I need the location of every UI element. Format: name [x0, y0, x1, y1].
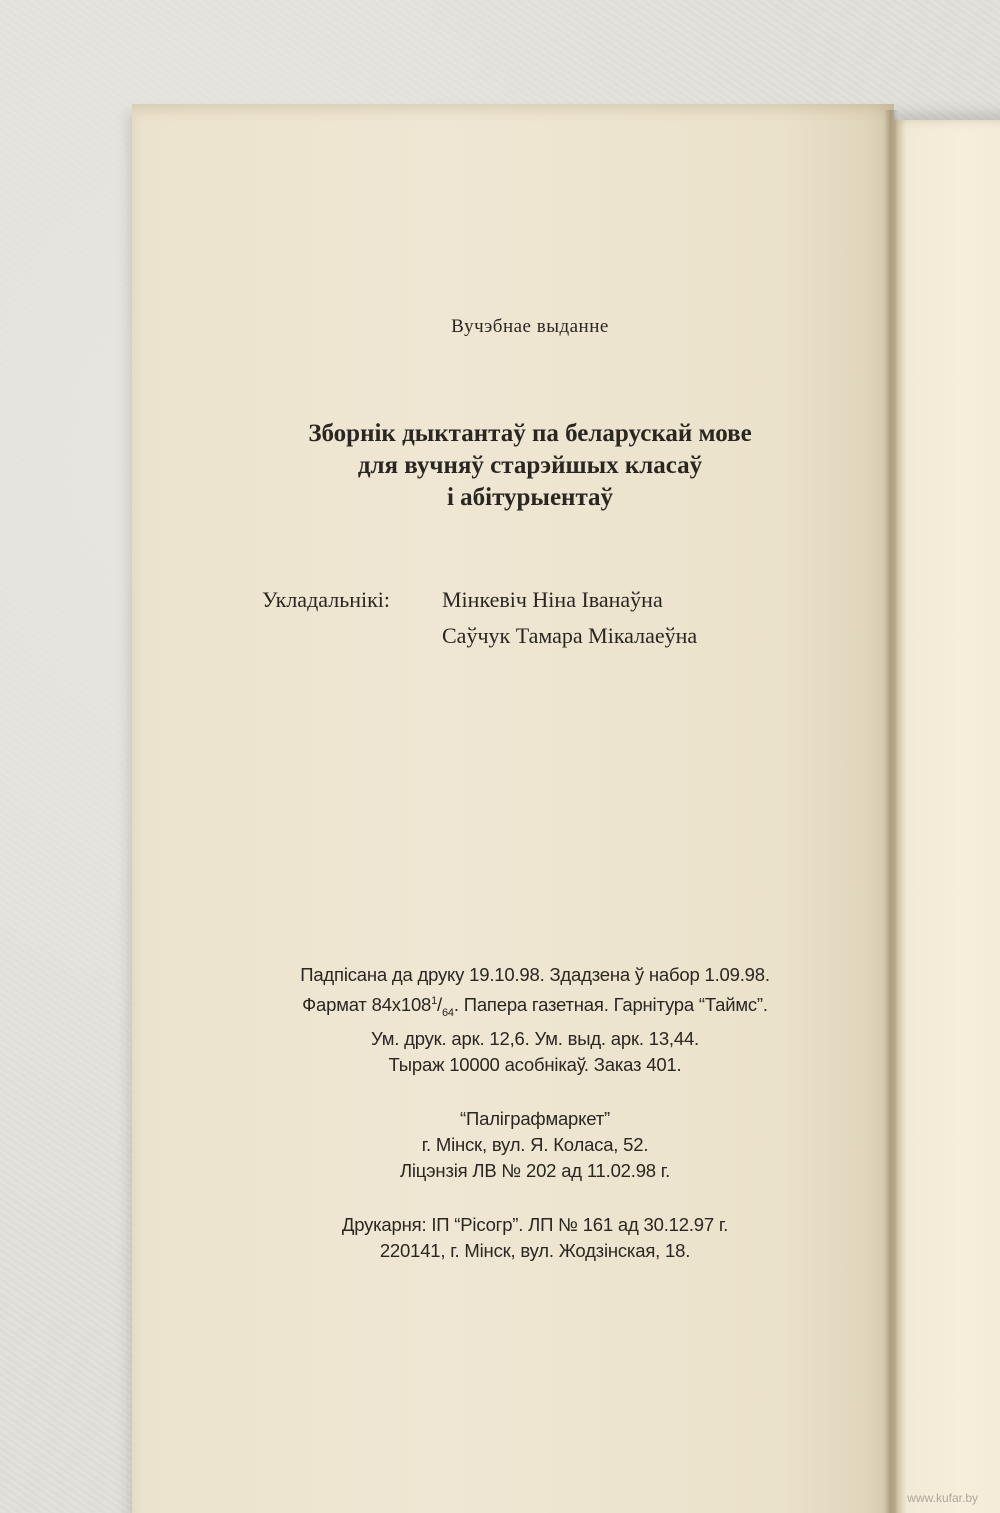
- print-info-line: Ум. друк. арк. 12,6. Ум. выд. арк. 13,44.: [371, 1027, 699, 1049]
- compilers-label: Укладальнікі:: [262, 587, 391, 612]
- compiler-name: Мінкевіч Ніна Іванаўна: [442, 587, 663, 612]
- compiler-name: Саўчук Тамара Мікалаеўна: [442, 623, 698, 648]
- printer-address: 220141, г. Мінск, вул. Жодзінская, 18.: [379, 1239, 691, 1261]
- title-line: для вучняў старэйшых класаў: [357, 452, 703, 479]
- printer-line: Друкарня: ІП “Рісогр”. ЛП № 161 ад 30.12.97 г.: [341, 1213, 729, 1235]
- title-line: і абітурыентаў: [446, 484, 614, 511]
- publisher-address: г. Мінск, вул. Я. Коласа, 52.: [421, 1133, 649, 1155]
- publisher-name: “Паліграфмаркет”: [460, 1107, 610, 1129]
- print-info-line: Падпісана да друку 19.10.98. Здадзена ў набор 1.09.98.: [300, 964, 770, 985]
- print-info-line: Тыраж 10000 асобнікаў. Заказ 401.: [388, 1053, 682, 1075]
- title-line: Зборнік дыктантаў па беларускай мове: [308, 420, 752, 447]
- compilers-block: [262, 582, 697, 654]
- book-title: [0, 418, 1000, 514]
- watermark: www.kufar.by: [907, 1491, 978, 1505]
- format-line: Фармат $84х108^1/_{64}$. Папера газетная. Гарнітура “Таймс”.: [302, 994, 768, 1019]
- edition-type: Вучэбнае выданне: [451, 316, 609, 337]
- colophon: [0, 962, 1000, 1264]
- publisher-license: Ліцэнзія ЛВ № 202 ад 11.02.98 г.: [399, 1159, 671, 1181]
